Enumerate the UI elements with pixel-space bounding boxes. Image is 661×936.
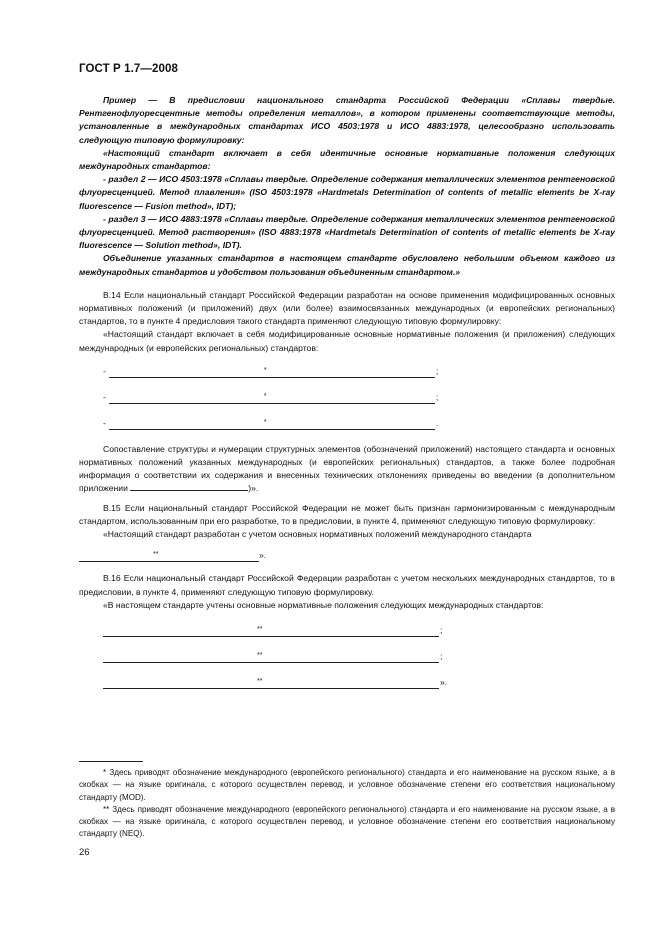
blank-line [109, 419, 435, 430]
fill-in-line [103, 650, 615, 663]
document-header: ГОСТ Р 1.7—2008 [79, 63, 178, 75]
line-end: ; [435, 365, 439, 376]
line-end: ». [259, 550, 267, 561]
paragraph: «Настоящий стандарт включает в себя модифицированные основные нормативные положения (и приложения) следующих международных (и европейских региональных) стандартов: [79, 329, 615, 353]
blank-line [103, 678, 439, 689]
paragraph-end: )». [248, 483, 259, 494]
page-number: 26 [79, 847, 90, 858]
fill-in-line [103, 624, 615, 637]
blank-line [103, 652, 439, 663]
line-end: ; [440, 624, 443, 635]
blank-line [109, 367, 435, 378]
footnote-mark: * [263, 366, 267, 374]
footnote-mark: * [263, 418, 267, 426]
dash: - [103, 365, 106, 376]
fill-in-line [103, 676, 615, 689]
paragraph: В.16 Если национальный стандарт Российской Федерации разработан с учетом нескольких международных стандартов, то в предисловии, в пункте 4, применяют следующую типовую формулировку. [79, 573, 615, 597]
example-paragraph: Объединение указанных стандартов в настоящем стандарте обусловлено небольшим объемом каждого из международных стандартов и удобством пользования объединенным стандартом.» [79, 253, 615, 277]
footnote-mark: ** [257, 626, 263, 634]
footnote-mark: ** [257, 652, 263, 660]
section-b14 [79, 289, 615, 496]
paragraph: «Настоящий стандарт разработан с учетом основных нормативных положений международного стандарта [103, 529, 532, 540]
line-end: ». [440, 676, 448, 687]
footnote-mark: ** [257, 678, 263, 686]
footnote: ** Здесь приводят обозначение международного (европейского регионального) стандарта и его наименование на русском языке, а в скобках — на языке оригинала, с которого осуществлен перевод, и условное обозначение степени его соответствия национальному стандарту (NEQ). [79, 804, 615, 839]
footnotes [79, 761, 615, 841]
paragraph-text: Сопоставление структуры и нумерации структурных элементов (обозначений приложений) настоящего стандарта и основных нормативных положений указанных международных (и европейских региональных) стандартов, а также более подробная информация о соответствии их содержания и внесенных технических отклонениях приведены во введении (в дополнительном приложении [79, 443, 615, 494]
fill-in-line [103, 417, 615, 430]
paragraph: В.15 Если национальный стандарт Российской Федерации не может быть признан гармонизированным с международным стандартом, использованным при его разработке, то в предисловии, в пункте 4, применяют следующую типовую формулировку: [79, 502, 615, 526]
example-paragraph: - раздел 2 — ИСО 4503:1978 «Сплавы твердые. Определение содержания металлических элементов рентгеновской флуоресценцией. Метод плавления» (ISO 4503:1978 «Hardmetals Determination of contents of metallic elements be X-ray fluorescence — Fusion method», IDT); [79, 174, 615, 211]
footnote-mark: * [263, 392, 267, 400]
fill-in-line [79, 549, 615, 562]
footnote-mark: ** [153, 551, 159, 559]
fill-in-line [103, 365, 615, 378]
section-b15 [79, 502, 615, 563]
example-paragraph: Пример — В предисловии национального стандарта Российской Федерации «Сплавы твердые. Рентгенофлуоресцентные методы определения металлов», в котором применены соответствующие методы, установленные в международных стандартах ИСО 4503:1978 и ИСО 4883:1978, целесообразно использовать следующую типовую формулировку: [79, 95, 615, 145]
paragraph [79, 443, 615, 496]
paragraph: «В настоящем стандарте учтены основные нормативные положения следующих международных стандартов: [103, 599, 544, 610]
line-end: . [435, 417, 439, 428]
footnote-divider [79, 761, 143, 762]
section-b16 [79, 572, 615, 689]
dash: - [103, 417, 106, 428]
blank-line [130, 482, 248, 491]
fill-in-line [103, 391, 615, 404]
blank-line [109, 393, 435, 404]
line-end: ; [435, 391, 439, 402]
footnote: * Здесь приводят обозначение международного (европейского регионального) стандарта и его наименование на русском языке, а в скобках — на языке оригинала, с которого осуществлен перевод, и условное обозначение степени его соответствия национальному стандарту (MOD). [79, 768, 615, 802]
blank-line [79, 551, 259, 562]
paragraph: В.14 Если национальный стандарт Российской Федерации разработан на основе применения модифицированных основных нормативных положений (и приложений) двух (или более) взаимосвязанных международных (и европейских региональных) стандартов, то в пункте 4 предисловия такого стандарта применяют следующую типовую формулировку: [79, 289, 615, 327]
example-paragraph: - раздел 3 — ИСО 4883:1978 «Сплавы твердые. Определение содержания металлических элементов рентгеновской флуоресценцией. Метод растворения» (ISO 4883:1978 «Hardmetals Determination of contents of metallic elements be X-ray fluorescence — Solution method», IDT). [79, 213, 615, 251]
example-block [79, 94, 615, 279]
document-body [79, 94, 615, 702]
blank-line [103, 626, 439, 637]
example-paragraph: «Настоящий стандарт включает в себя идентичные основные нормативные положения следующих международных стандартов: [79, 147, 615, 172]
dash: - [103, 391, 106, 402]
line-end: ; [440, 650, 443, 661]
